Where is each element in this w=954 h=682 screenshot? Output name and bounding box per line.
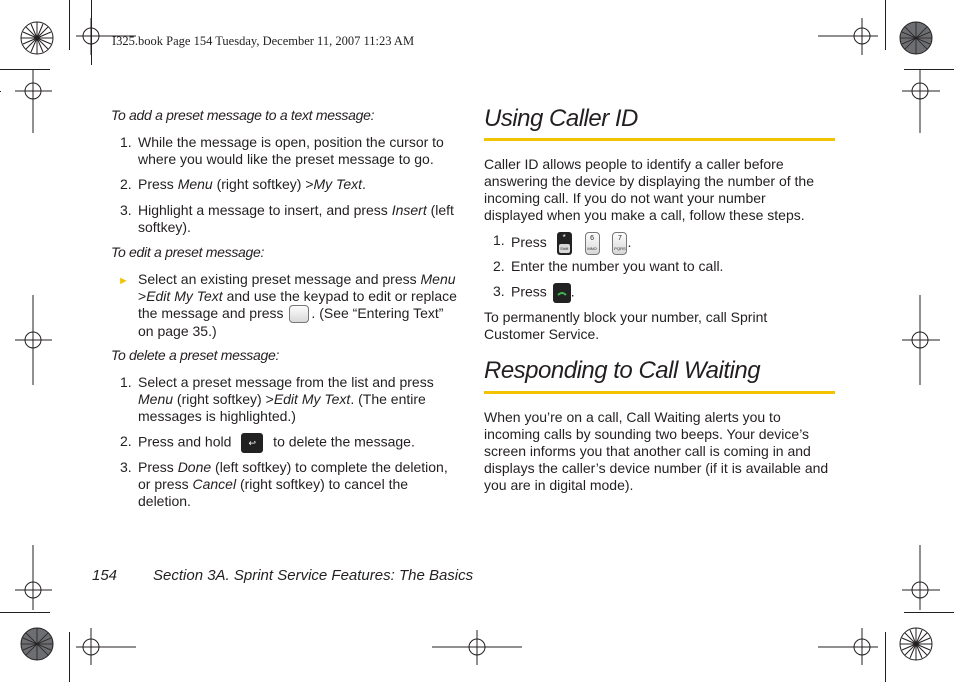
step-text: to delete the message. bbox=[269, 433, 415, 450]
back-key-icon: ↩ bbox=[241, 433, 263, 453]
step-number: 3. bbox=[120, 459, 132, 475]
block-number-paragraph bbox=[484, 309, 767, 343]
paragraph-line: To permanently block your number, call Sprint bbox=[484, 309, 768, 325]
six-mno-key-icon bbox=[585, 232, 600, 255]
add-step-1 bbox=[138, 134, 444, 168]
paragraph-line: incoming calls by sounding two beeps. Your device’s bbox=[484, 426, 810, 442]
step-text: Press bbox=[511, 234, 547, 251]
paragraph-line: Customer Service. bbox=[484, 326, 600, 342]
edit-my-text-label: Edit My Text bbox=[273, 391, 351, 407]
paragraph-line: answering the device by displaying the number of the bbox=[484, 173, 814, 189]
step-text: Press and hold bbox=[138, 433, 236, 450]
menu-softkey-label: Menu bbox=[420, 271, 456, 287]
step-number: 2. bbox=[120, 433, 132, 449]
menu-softkey-label: Menu bbox=[177, 176, 213, 192]
step-text: on page 35.) bbox=[138, 323, 217, 340]
add-preset-heading: To add a preset message to a text message: bbox=[111, 107, 375, 123]
step-text: softkey). bbox=[138, 219, 191, 235]
caller-step-2: Enter the number you want to call. bbox=[511, 258, 724, 274]
step-number: 1. bbox=[120, 374, 132, 390]
step-text: . bbox=[362, 176, 366, 192]
section-rule bbox=[484, 391, 835, 394]
step-text: the message and press bbox=[138, 305, 288, 321]
delete-preset-heading: To delete a preset message: bbox=[111, 347, 280, 363]
filled-circle-bottom-left bbox=[21, 628, 53, 660]
talk-key-icon bbox=[553, 283, 571, 303]
step-number: 1. bbox=[493, 232, 505, 248]
phone-handset-icon bbox=[553, 283, 571, 303]
step-text: (right softkey) bbox=[173, 391, 266, 407]
step-text: Press bbox=[138, 176, 178, 192]
key-top-label: 7 bbox=[618, 235, 622, 242]
step-text: While the message is open, position the cursor to bbox=[138, 134, 444, 150]
add-step-2 bbox=[138, 176, 366, 193]
key-bottom-label: PQRS bbox=[614, 246, 626, 251]
caller-id-title: Using Caller ID bbox=[484, 105, 638, 132]
paragraph-line: screen informs you that another call is coming in and bbox=[484, 443, 811, 459]
call-waiting-paragraph bbox=[484, 409, 828, 494]
step-text: (left bbox=[426, 202, 454, 218]
section-footer: Section 3A. Sprint Service Features: The Basics bbox=[153, 567, 474, 584]
menu-arrow: > bbox=[265, 391, 274, 407]
step-text: where you would like the preset message to go. bbox=[138, 151, 434, 167]
bullet-arrow-icon: ► bbox=[118, 275, 129, 287]
step-number: 3. bbox=[493, 283, 505, 299]
book-slug: I325.book Page 154 Tuesday, December 11, 2007 11:23 AM bbox=[112, 34, 415, 48]
step-text: Press bbox=[138, 459, 178, 475]
step-text: . (The entire bbox=[350, 391, 426, 407]
paragraph-line: incoming call. If you do not want your number bbox=[484, 190, 766, 206]
delete-step-2 bbox=[138, 433, 415, 453]
step-text: Select a preset message from the list and press bbox=[138, 374, 434, 390]
edit-bullet-text bbox=[138, 271, 457, 340]
step-text: and use the keypad to edit or replace bbox=[222, 288, 457, 304]
section-rule bbox=[484, 138, 835, 141]
menu-softkey-label: Menu bbox=[138, 391, 174, 407]
edit-my-text-label: Edit My Text bbox=[146, 288, 223, 304]
caller-step-1 bbox=[511, 232, 631, 255]
step-text: (right softkey) to cancel the bbox=[236, 476, 409, 492]
step-text: or press bbox=[138, 476, 193, 492]
page-number: 154 bbox=[92, 567, 118, 584]
step-text: Select an existing preset message and press bbox=[138, 271, 421, 287]
add-step-3 bbox=[138, 202, 454, 236]
starburst-bottom-right bbox=[900, 628, 932, 660]
step-number: 2. bbox=[120, 176, 132, 192]
caller-id-paragraph bbox=[484, 156, 814, 224]
key-bottom-label: MNO bbox=[587, 246, 597, 251]
step-text: . bbox=[570, 283, 575, 300]
menu-arrow: > bbox=[305, 176, 314, 192]
insert-softkey-label: Insert bbox=[391, 202, 427, 218]
paragraph-line: displayed when you make a call, follow these steps. bbox=[484, 207, 805, 223]
step-number: 2. bbox=[493, 258, 505, 274]
step-number: 3. bbox=[120, 202, 132, 218]
filled-circle-top-right bbox=[900, 22, 932, 54]
paragraph-line: Caller ID allows people to identify a caller before bbox=[484, 156, 784, 172]
step-number: 1. bbox=[120, 134, 132, 150]
delete-step-1 bbox=[138, 374, 434, 425]
step-text: Highlight a message to insert, and press bbox=[138, 202, 392, 218]
target-top-right bbox=[818, 18, 878, 55]
key-top-label: 6 bbox=[590, 235, 595, 242]
key-bottom-label: Shift bbox=[560, 246, 569, 251]
caller-step-3 bbox=[511, 283, 575, 303]
delete-step-3 bbox=[138, 459, 448, 510]
step-text: Press bbox=[511, 283, 547, 300]
star-shift-key-icon bbox=[557, 232, 572, 255]
seven-pqrs-key-icon bbox=[612, 232, 627, 255]
step-text: . bbox=[627, 234, 632, 251]
key-top-label: * bbox=[562, 233, 566, 242]
paragraph-line: displays the caller’s device number (if it is available and bbox=[484, 460, 829, 476]
step-text: (right softkey) bbox=[212, 176, 306, 192]
cancel-softkey-label: Cancel bbox=[192, 476, 237, 492]
paragraph-line: When you’re on a call, Call Waiting alerts you to bbox=[484, 409, 781, 425]
paragraph-line: you are in digital mode). bbox=[484, 477, 634, 493]
ok-key-icon bbox=[289, 305, 309, 323]
edit-preset-heading: To edit a preset message: bbox=[111, 244, 265, 260]
step-text: messages is highlighted.) bbox=[138, 408, 296, 424]
step-text: (left softkey) to complete the deletion, bbox=[211, 459, 448, 475]
step-text: . (See “Entering Text” bbox=[311, 305, 444, 321]
done-softkey-label: Done bbox=[177, 459, 212, 475]
my-text-label: My Text bbox=[313, 176, 362, 192]
menu-arrow: > bbox=[138, 288, 147, 304]
step-text: deletion. bbox=[138, 493, 191, 509]
starburst-top-left bbox=[21, 22, 53, 54]
call-waiting-title: Responding to Call Waiting bbox=[484, 357, 761, 384]
